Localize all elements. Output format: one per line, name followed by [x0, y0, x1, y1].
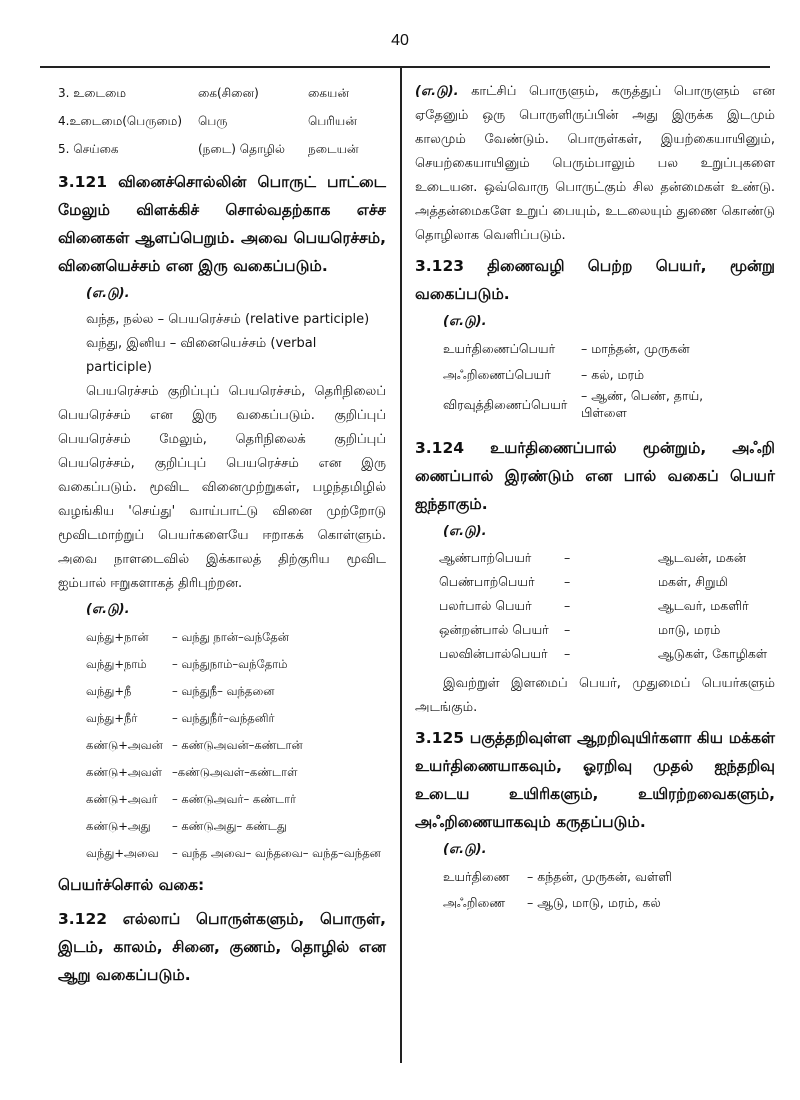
verb-form-row: கண்டு+அவர் – கண்டுஅவர்– கண்டார் — [86, 791, 297, 806]
verb-form-row: கண்டு+அவள் –கண்டுஅவள்–கண்டாள் — [86, 764, 298, 779]
example-row: 3. உடைமை கை(சினை) கையன் — [58, 86, 349, 100]
right-column — [415, 80, 775, 916]
example-row: 5. செய்கை (நடை) தொழில் நடையன் — [58, 142, 359, 156]
verb-form-row: வந்து+நீ – வந்துநீ– வந்தனை — [86, 683, 275, 698]
tinai-row: உயர்திணைப்பெயர் – மாந்தன், முருகன் — [443, 340, 690, 356]
example-line: வந்த, நல்ல – பெயரெச்சம் (relative participle) — [86, 312, 370, 327]
gender-row: பெண்பாற்பெயர் – மகள், சிறுமி — [439, 574, 728, 589]
section-3-121-heading: 3.121 வினைச்சொல்லின் பொருட் பாட்டை மேலும் விளக்கிச் சொல்வதற்காக எச்ச வினைகள் ஆளப்பெறும். அவை பெயரெச்சம், வினையெச்சம் என இரு வகைப்படும். — [58, 173, 386, 275]
example-label: (எ.டு). — [86, 286, 130, 301]
column-divider — [400, 68, 402, 1063]
section-3-123-heading: 3.123 திணைவழி பெற்ற பெயர், மூன்று வகைப்படும். — [415, 257, 775, 303]
body-paragraph: பெயரெச்சம் குறிப்புப் பெயரெச்சம், தெரிநிலைப் பெயரெச்சம் என இரு வகைப்படும். குறிப்புப் பெயரெச்சம் மேலும், தெரிநிலைக் குறிப்புப் பெயரெச்சம், குறிப்புப் பெயரெச்சம் என இரு வகைப்படும். மூவிட வினைமுற்றுகள், பழந்தமிழில் வழங்கிய 'செய்து' வாய்பாட்டு வினை முற்றோடு மூவிடமாற்றுப் பெயர்களையே ஈறாகக் கொள்ளும். அவை நாளடைவில் இக்காலத் திற்குரிய மூவிட ஐம்பால் ஈறுகளாகத் திரிபுற்றன. — [58, 384, 386, 591]
example-line: வந்து, இனிய – வினையெச்சம் (verbal participle) — [86, 336, 317, 375]
gender-row: ஆண்பாற்பெயர் – ஆடவன், மகன் — [439, 550, 746, 565]
section-3-125-heading: 3.125 பகுத்தறிவுள்ள ஆறறிவுயிர்களா கிய மக்கள் உயர்திணையாகவும், ஓரறிவு முதல் ஐந்தறிவு உடைய உயிரிகளும், உயிரற்றவைகளும், அஃறிணையாகவும் கருதப்படும். — [415, 729, 775, 831]
section-3-122-heading: 3.122 எல்லாப் பொருள்களும், பொருள், இடம், காலம், சினை, குணம், தொழில் என ஆறு வகைப்படும். — [58, 910, 386, 984]
example-label: (எ.டு). — [415, 84, 459, 99]
verb-form-row: கண்டு+அது – கண்டுஅது– கண்டது — [86, 818, 287, 833]
gender-row: பலர்பால் பெயர் – ஆடவர், மகளிர் — [439, 598, 749, 613]
tinai-row: விரவுத்திணைப்பெயர் – ஆண், பெண், தாய், பிள்ளை — [443, 388, 704, 420]
left-column — [58, 80, 386, 995]
example-label: (எ.டு). — [443, 842, 487, 857]
example-label: (எ.டு). — [443, 314, 487, 329]
verb-form-row: வந்து+நான் – வந்து நான்–வந்தேன் — [86, 629, 289, 644]
body-paragraph: (எ.டு). காட்சிப் பொருளும், கருத்துப் பொருளும் என ஏதேனும் ஒரு பொருளிருப்பின் அது இருக்க இடமும் காலமும் வேண்டும். பொருள்கள், இயற்கையாயினும், செயற்கையாயினும் பெரும்பாலும் பல உறுப்புகளை உடையன. ஒவ்வொரு பொருட்கும் சில தன்மைகள் உண்டு. அத்தன்மைகளே உறுப் பையும், உடலையும் துணை கொண்டு தொழிலாக வெளிப்படும். — [415, 84, 775, 243]
gender-row: பலவின்பால்பெயர் – ஆடுகள், கோழிகள் — [439, 646, 768, 661]
tinai-row: அஃறிணை – ஆடு, மாடு, மரம், கல் — [443, 894, 661, 910]
example-label: (எ.டு). — [86, 602, 130, 617]
gender-row: ஒன்றன்பால் பெயர் – மாடு, மரம் — [439, 622, 721, 637]
tinai-row: உயர்திணை – கந்தன், முருகன், வள்ளி — [443, 868, 673, 884]
tinai-row: அஃறிணைப்பெயர் – கல், மரம் — [443, 366, 645, 382]
verb-form-row: வந்து+அவை – வந்த அவை– வந்தவை– வந்த–வந்தன — [86, 845, 381, 860]
noun-types-heading: பெயர்ச்சொல் வகை: — [58, 876, 205, 894]
verb-form-row: வந்து+நாம் – வந்துநாம்–வந்தோம் — [86, 656, 288, 671]
verb-form-row: வந்து+நீர் – வந்துநீர்–வந்தனிர் — [86, 710, 275, 725]
section-3-124-heading: 3.124 உயர்திணைப்பால் மூன்றும், அஃறி ணைப்பால் இரண்டும் என பால் வகைப் பெயர் ஐந்தாகும். — [415, 439, 775, 513]
body-paragraph: இவற்றுள் இளமைப் பெயர், முதுமைப் பெயர்களும் அடங்கும். — [415, 676, 775, 715]
example-label: (எ.டு). — [443, 524, 487, 539]
verb-form-row: கண்டு+அவன் – கண்டுஅவன்–கண்டான் — [86, 737, 303, 752]
header-rule — [40, 66, 770, 68]
page-number: 40 — [391, 32, 409, 49]
example-row: 4.உடைமை(பெருமை) பெரு பெரியன் — [58, 114, 357, 128]
